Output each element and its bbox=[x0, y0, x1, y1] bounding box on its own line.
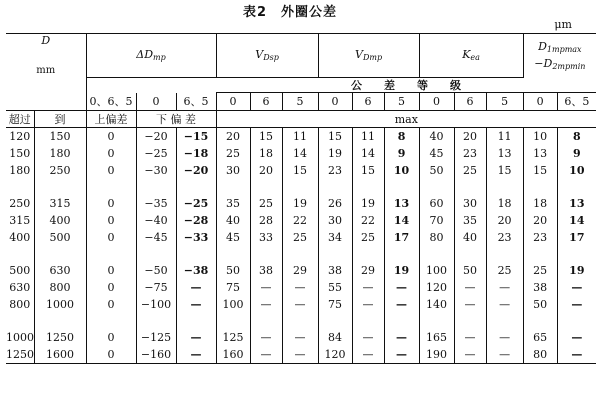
table-cell: — bbox=[282, 329, 318, 346]
table-cell: 25 bbox=[282, 229, 318, 246]
table-cell: 19 bbox=[282, 195, 318, 212]
table-cell: 29 bbox=[282, 262, 318, 279]
table-cell: −25 bbox=[136, 145, 176, 162]
table-cell: 15 bbox=[282, 162, 318, 179]
table-row bbox=[6, 195, 596, 212]
table-cell: 38 bbox=[250, 262, 282, 279]
d-header: D mm bbox=[6, 34, 86, 78]
table-cell: 315 bbox=[9, 214, 31, 227]
grade-vdsp-0: 0 bbox=[216, 93, 250, 111]
table-cell: 0 bbox=[86, 262, 136, 279]
table-cell: — bbox=[282, 296, 318, 313]
grade-vdmp-0: 0 bbox=[318, 93, 352, 111]
table-cell: 20 bbox=[216, 128, 250, 146]
grade-kea-0: 0 bbox=[419, 93, 454, 111]
table-cell: 25 bbox=[216, 145, 250, 162]
table-cell: 11 bbox=[352, 128, 384, 146]
table-cell: 15 bbox=[250, 128, 282, 146]
table-cell: 0 bbox=[86, 346, 136, 364]
table-cell: 14 bbox=[384, 212, 419, 229]
over-label: 超过 bbox=[6, 111, 34, 128]
table-cell: 45 bbox=[216, 229, 250, 246]
table-cell: — bbox=[486, 296, 523, 313]
table-cell: 50 bbox=[523, 296, 557, 313]
table-cell: 80 bbox=[419, 229, 454, 246]
upper-dev-label: 上偏差 bbox=[86, 111, 136, 128]
table-cell: 0 bbox=[86, 162, 136, 179]
outer-ring-tolerance-table bbox=[6, 33, 596, 364]
table-cell: 25 bbox=[454, 162, 486, 179]
table-cell: — bbox=[557, 329, 596, 346]
table-cell: 20 bbox=[523, 212, 557, 229]
table-cell: — bbox=[384, 296, 419, 313]
table-cell: — bbox=[486, 329, 523, 346]
table-cell: 165 bbox=[419, 329, 454, 346]
table-row bbox=[6, 145, 596, 162]
table-cell: 10 bbox=[557, 162, 596, 179]
table-cell: 25 bbox=[352, 229, 384, 246]
table-cell: 19 bbox=[318, 145, 352, 162]
table-cell: 13 bbox=[486, 145, 523, 162]
table-cell: 50 bbox=[454, 262, 486, 279]
table-row bbox=[6, 346, 596, 364]
table-cell: 1250 bbox=[34, 329, 86, 346]
table-cell: 100 bbox=[216, 296, 250, 313]
table-cell: 60 bbox=[419, 195, 454, 212]
table-cell: 70 bbox=[419, 212, 454, 229]
table-cell: — bbox=[352, 329, 384, 346]
table-cell: 20 bbox=[486, 212, 523, 229]
table-cell: — bbox=[454, 296, 486, 313]
table-cell: −28 bbox=[176, 212, 216, 229]
table-cell: 28 bbox=[250, 212, 282, 229]
table-cell: 84 bbox=[318, 329, 352, 346]
table-cell: 13 bbox=[384, 195, 419, 212]
table-cell: — bbox=[454, 279, 486, 296]
kea-header: $K_{ea}$ bbox=[419, 34, 523, 78]
table-cell: 35 bbox=[216, 195, 250, 212]
max-label: max bbox=[216, 111, 596, 128]
table-row bbox=[6, 128, 596, 146]
table-cell: 11 bbox=[486, 128, 523, 146]
table-cell: 38 bbox=[523, 279, 557, 296]
table-cell: 20 bbox=[250, 162, 282, 179]
table-cell: — bbox=[352, 279, 384, 296]
table-cell: −38 bbox=[176, 262, 216, 279]
table-cell: — bbox=[486, 279, 523, 296]
table-cell: 180 bbox=[34, 145, 86, 162]
table-cell: 150 bbox=[9, 147, 31, 160]
table-row bbox=[6, 329, 596, 346]
table-cell: — bbox=[384, 279, 419, 296]
table-cell: 22 bbox=[352, 212, 384, 229]
table-row bbox=[6, 262, 596, 279]
table-cell: 250 bbox=[9, 197, 31, 210]
table-cell: 15 bbox=[486, 162, 523, 179]
table-cell: 50 bbox=[216, 262, 250, 279]
table-cell: — bbox=[176, 296, 216, 313]
table-body bbox=[6, 128, 596, 364]
group-spacer bbox=[6, 313, 596, 329]
table-cell: 250 bbox=[34, 162, 86, 179]
table-cell: −50 bbox=[136, 262, 176, 279]
table-cell: −18 bbox=[176, 145, 216, 162]
table-cell: 75 bbox=[216, 279, 250, 296]
table-cell: — bbox=[454, 346, 486, 364]
table-cell: 15 bbox=[352, 162, 384, 179]
table-cell: −125 bbox=[136, 329, 176, 346]
table-cell: 190 bbox=[419, 346, 454, 364]
table-cell: — bbox=[557, 346, 596, 364]
table-cell: 500 bbox=[9, 264, 31, 277]
table-cell: 14 bbox=[352, 145, 384, 162]
table-cell: — bbox=[250, 296, 282, 313]
grade-delta-lower-0: 0 bbox=[136, 93, 176, 111]
table-cell: 1000 bbox=[6, 331, 34, 344]
grade-vdsp-5: 5 bbox=[282, 93, 318, 111]
table-cell: 29 bbox=[352, 262, 384, 279]
table-cell: 30 bbox=[318, 212, 352, 229]
table-cell: −25 bbox=[176, 195, 216, 212]
table-cell: 0 bbox=[86, 279, 136, 296]
table-cell: 9 bbox=[384, 145, 419, 162]
table-cell: 35 bbox=[454, 212, 486, 229]
unit-label: μm bbox=[554, 18, 572, 31]
table-cell: 14 bbox=[557, 212, 596, 229]
table-cell: 23 bbox=[486, 229, 523, 246]
table-cell: 19 bbox=[557, 262, 596, 279]
table-cell: 13 bbox=[557, 195, 596, 212]
table-cell: 15 bbox=[318, 128, 352, 146]
table-cell: 34 bbox=[318, 229, 352, 246]
table-cell: 65 bbox=[523, 329, 557, 346]
table-cell: — bbox=[250, 329, 282, 346]
table-row bbox=[6, 296, 596, 313]
table-cell: 500 bbox=[34, 229, 86, 246]
table-cell: 315 bbox=[34, 195, 86, 212]
table-cell: 30 bbox=[454, 195, 486, 212]
table-cell: 19 bbox=[352, 195, 384, 212]
table-cell: 25 bbox=[486, 262, 523, 279]
d1-d2-header: $D_{1mpmax}$ $-D_{2mpmin}$ bbox=[523, 34, 596, 78]
table-cell: — bbox=[250, 346, 282, 364]
table-cell: 1250 bbox=[6, 346, 34, 364]
group-spacer bbox=[6, 179, 596, 195]
table-cell: — bbox=[384, 329, 419, 346]
table-cell: 150 bbox=[34, 128, 86, 146]
table-cell: −15 bbox=[176, 128, 216, 146]
table-cell: 45 bbox=[419, 145, 454, 162]
table-cell: 100 bbox=[419, 262, 454, 279]
table-cell: 1000 bbox=[34, 296, 86, 313]
grade-kea-6: 6 bbox=[454, 93, 486, 111]
table-row bbox=[6, 162, 596, 179]
table-cell: −160 bbox=[136, 346, 176, 364]
table-row bbox=[6, 212, 596, 229]
table-cell: 9 bbox=[557, 145, 596, 162]
table-cell: — bbox=[557, 296, 596, 313]
grade-d1-65: 6、5 bbox=[557, 93, 596, 111]
table-cell: 125 bbox=[216, 329, 250, 346]
table-cell: 55 bbox=[318, 279, 352, 296]
table-cell: 22 bbox=[282, 212, 318, 229]
vdmp-header: $V_{Dmp}$ bbox=[318, 34, 419, 78]
table-cell: 75 bbox=[318, 296, 352, 313]
table-cell: 23 bbox=[523, 229, 557, 246]
table-cell: 11 bbox=[282, 128, 318, 146]
table-cell: 630 bbox=[34, 262, 86, 279]
table-cell: 0 bbox=[86, 145, 136, 162]
table-row bbox=[6, 229, 596, 246]
table-cell: 18 bbox=[486, 195, 523, 212]
table-cell: 15 bbox=[523, 162, 557, 179]
table-cell: 17 bbox=[384, 229, 419, 246]
grade-vdmp-6: 6 bbox=[352, 93, 384, 111]
table-cell: 23 bbox=[454, 145, 486, 162]
table-cell: 0 bbox=[86, 212, 136, 229]
table-cell: −45 bbox=[136, 229, 176, 246]
table-cell: 25 bbox=[250, 195, 282, 212]
grade-vdmp-5: 5 bbox=[384, 93, 419, 111]
table-cell: — bbox=[352, 346, 384, 364]
table-cell: 800 bbox=[34, 279, 86, 296]
table-cell: 40 bbox=[454, 229, 486, 246]
table-cell: — bbox=[282, 279, 318, 296]
table-cell: 40 bbox=[419, 128, 454, 146]
table-cell: — bbox=[486, 346, 523, 364]
table-cell: 0 bbox=[86, 296, 136, 313]
grade-kea-5: 5 bbox=[486, 93, 523, 111]
table-cell: 30 bbox=[216, 162, 250, 179]
table-cell: −100 bbox=[136, 296, 176, 313]
table-cell: 400 bbox=[9, 231, 31, 244]
table-cell: — bbox=[176, 329, 216, 346]
table-cell: 17 bbox=[557, 229, 596, 246]
table-cell: 18 bbox=[250, 145, 282, 162]
table-cell: −75 bbox=[136, 279, 176, 296]
delta-dmp-header: $\Delta D_{mp}$ bbox=[86, 34, 216, 78]
table-cell: 25 bbox=[523, 262, 557, 279]
table-cell: 0 bbox=[86, 128, 136, 146]
table-row bbox=[6, 279, 596, 296]
table-cell: — bbox=[557, 279, 596, 296]
table-cell: 400 bbox=[34, 212, 86, 229]
grade-vdsp-6: 6 bbox=[250, 93, 282, 111]
table-cell: 160 bbox=[216, 346, 250, 364]
table-cell: 0 bbox=[86, 329, 136, 346]
table-cell: 1600 bbox=[34, 346, 86, 364]
table-cell: 120 bbox=[318, 346, 352, 364]
table-cell: 13 bbox=[523, 145, 557, 162]
to-label: 到 bbox=[34, 111, 86, 128]
vdsp-header: $V_{Dsp}$ bbox=[216, 34, 318, 78]
table-cell: 38 bbox=[318, 262, 352, 279]
grade-delta-upper: 0、6、5 bbox=[86, 93, 136, 111]
table-cell: — bbox=[384, 346, 419, 364]
table-cell: 8 bbox=[384, 128, 419, 146]
table-cell: 0 bbox=[86, 195, 136, 212]
table-cell: — bbox=[454, 329, 486, 346]
table-cell: 180 bbox=[9, 164, 31, 177]
table-cell: 140 bbox=[419, 296, 454, 313]
grade-label: 公 差 等 级 bbox=[216, 78, 596, 93]
table-cell: 23 bbox=[318, 162, 352, 179]
table-cell: −30 bbox=[136, 162, 176, 179]
table-cell: 18 bbox=[523, 195, 557, 212]
table-cell: −40 bbox=[136, 212, 176, 229]
table-cell: 10 bbox=[523, 128, 557, 146]
grade-delta-lower-65: 6、5 bbox=[176, 93, 216, 111]
table-cell: — bbox=[282, 346, 318, 364]
table-cell: 120 bbox=[9, 130, 31, 143]
group-spacer bbox=[6, 246, 596, 262]
table-cell: 26 bbox=[318, 195, 352, 212]
table-cell: 10 bbox=[384, 162, 419, 179]
table-cell: −33 bbox=[176, 229, 216, 246]
table-cell: 120 bbox=[419, 279, 454, 296]
table-cell: 8 bbox=[557, 128, 596, 146]
table-cell: 800 bbox=[9, 298, 31, 311]
table-cell: — bbox=[176, 346, 216, 364]
table-cell: 40 bbox=[216, 212, 250, 229]
table-cell: −20 bbox=[176, 162, 216, 179]
table-cell: 630 bbox=[9, 281, 31, 294]
table-cell: — bbox=[250, 279, 282, 296]
table-cell: 50 bbox=[419, 162, 454, 179]
lower-dev-label: 下 偏 差 bbox=[136, 111, 216, 128]
table-title: 表2 外圈公差 bbox=[242, 5, 338, 20]
table-cell: — bbox=[352, 296, 384, 313]
grade-d1-0: 0 bbox=[523, 93, 557, 111]
table-cell: 0 bbox=[86, 229, 136, 246]
table-cell: 19 bbox=[384, 262, 419, 279]
table-cell: −35 bbox=[136, 195, 176, 212]
table-cell: −20 bbox=[136, 128, 176, 146]
table-cell: — bbox=[176, 279, 216, 296]
table-cell: 33 bbox=[250, 229, 282, 246]
table-cell: 80 bbox=[523, 346, 557, 364]
table-cell: 14 bbox=[282, 145, 318, 162]
table-cell: 20 bbox=[454, 128, 486, 146]
